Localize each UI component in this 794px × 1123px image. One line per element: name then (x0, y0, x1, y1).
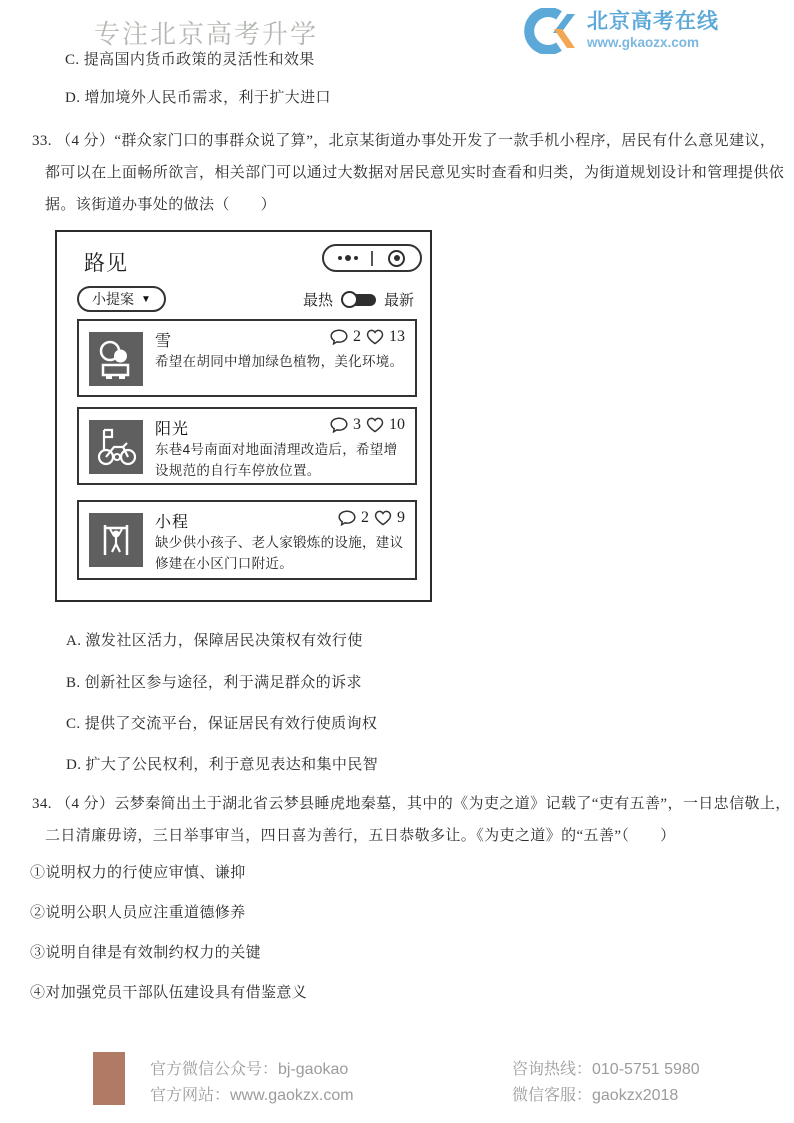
q34-statement-3: ③说明自律是有效制约权力的关键 (30, 945, 262, 961)
comment-count: 2 (353, 328, 361, 345)
post-author: 小程 (155, 514, 190, 531)
post-text: 东巷4号南面对地面清理改造后，希望增设规范的自行车停放位置。 (155, 442, 398, 478)
heart-icon[interactable] (366, 417, 384, 433)
filter-label: 小提案 (92, 291, 134, 307)
sort-control (303, 289, 414, 310)
heart-icon[interactable] (366, 329, 384, 345)
miniapp-title: 路见 (84, 252, 128, 275)
logo-title: 北京高考在线 (587, 10, 719, 34)
q33-option-b: B. 创新社区参与途径，利于满足群众的诉求 (66, 675, 362, 691)
miniapp-capsule (322, 244, 422, 272)
chevron-down-icon: ▼ (141, 293, 151, 305)
footer-hotline: 咨询热线：010-5751 5980 (512, 1061, 700, 1078)
like-count: 13 (389, 328, 405, 345)
post-item[interactable] (77, 319, 417, 397)
post-stats (330, 328, 405, 346)
footer-wechat: 官方微信公众号：bj-gaokao (150, 1061, 349, 1078)
q33-stem-line-1: 33. （4 分）“群众家门口的事群众说了算”，北京某街道办事处开发了一款手机小程序，居民有什么意见建议， (32, 133, 776, 149)
sort-new-label: 最新 (383, 292, 414, 309)
like-count: 9 (397, 509, 405, 526)
heart-icon[interactable] (374, 510, 392, 526)
comment-count: 3 (353, 416, 361, 433)
q33-option-a: A. 激发社区活力，保障居民决策权有效行使 (66, 633, 363, 649)
like-count: 10 (389, 416, 405, 433)
comment-icon[interactable] (330, 329, 348, 345)
footer-logo-block (93, 1052, 125, 1105)
q33-option-d: D. 扩大了公民权利，利于意见表达和集中民智 (66, 757, 379, 773)
post-text: 希望在胡同中增加绿色植物，美化环境。 (155, 354, 404, 369)
toggle-knob (341, 291, 358, 308)
post-item[interactable] (77, 407, 417, 485)
avatar (89, 420, 143, 474)
more-dots-icon[interactable] (324, 255, 371, 261)
gk-logo-icon (522, 8, 580, 54)
prev-option-c: C. 提高国内货币政策的灵活性和效果 (65, 52, 315, 68)
filter-dropdown[interactable] (77, 286, 166, 312)
q33-stem-line-2: 都可以在上面畅所欲言，相关部门可以通过大数据对居民意见实时查看和归类，为街道规划设计和管理提供依 (45, 165, 785, 181)
prev-option-d: D. 增加境外人民币需求，利于扩大进口 (65, 90, 331, 106)
logo-url: www.gkaozx.com (587, 35, 700, 51)
brand-logo (522, 8, 719, 54)
comment-icon[interactable] (330, 417, 348, 433)
q33-stem-line-3: 据。该街道办事处的做法（ ） (45, 197, 277, 213)
q34-statement-4: ④对加强党员干部队伍建设具有借鉴意义 (30, 985, 308, 1001)
record-button[interactable] (373, 250, 420, 267)
bicycle-icon (89, 420, 143, 474)
record-icon (388, 250, 405, 267)
logo-text (587, 11, 719, 50)
post-stats (330, 416, 405, 434)
header-slogan: 专注北京高考升学 (94, 19, 319, 49)
post-item[interactable] (77, 500, 417, 580)
post-text: 缺少供小孩子、老人家锻炼的设施，建议修建在小区门口附近。 (155, 535, 404, 571)
avatar (89, 513, 143, 567)
q34-stem-line-2: 二日清廉毋谤，三日举事审当，四日喜为善行，五日恭敬多让。《为吏之道》的“五善”（ ） (45, 828, 676, 844)
sort-toggle[interactable] (341, 291, 376, 308)
footer-site: 官方网站：www.gaokzx.com (150, 1087, 354, 1104)
post-stats (338, 509, 405, 527)
trees-icon (89, 332, 143, 386)
q34-stem-line-1: 34. （4 分）云梦秦简出土于湖北省云梦县睡虎地秦墓，其中的《为吏之道》记载了“吏有五善”，一日忠信敬上， (32, 796, 791, 812)
footer-service: 微信客服：gaokzx2018 (512, 1087, 679, 1104)
sort-hot-label: 最热 (302, 292, 333, 309)
post-author: 雪 (155, 333, 173, 350)
post-author: 阳光 (155, 421, 190, 438)
q33-option-c: C. 提供了交流平台，保证居民有效行使质询权 (66, 716, 378, 732)
comment-count: 2 (361, 509, 369, 526)
q34-statement-1: ①说明权力的行使应审慎、谦抑 (30, 865, 246, 881)
miniapp-mockup (55, 230, 432, 602)
comment-icon[interactable] (338, 510, 356, 526)
exercise-person-icon (89, 513, 143, 567)
q34-statement-2: ②说明公职人员应注重道德修养 (30, 905, 246, 921)
avatar (89, 332, 143, 386)
